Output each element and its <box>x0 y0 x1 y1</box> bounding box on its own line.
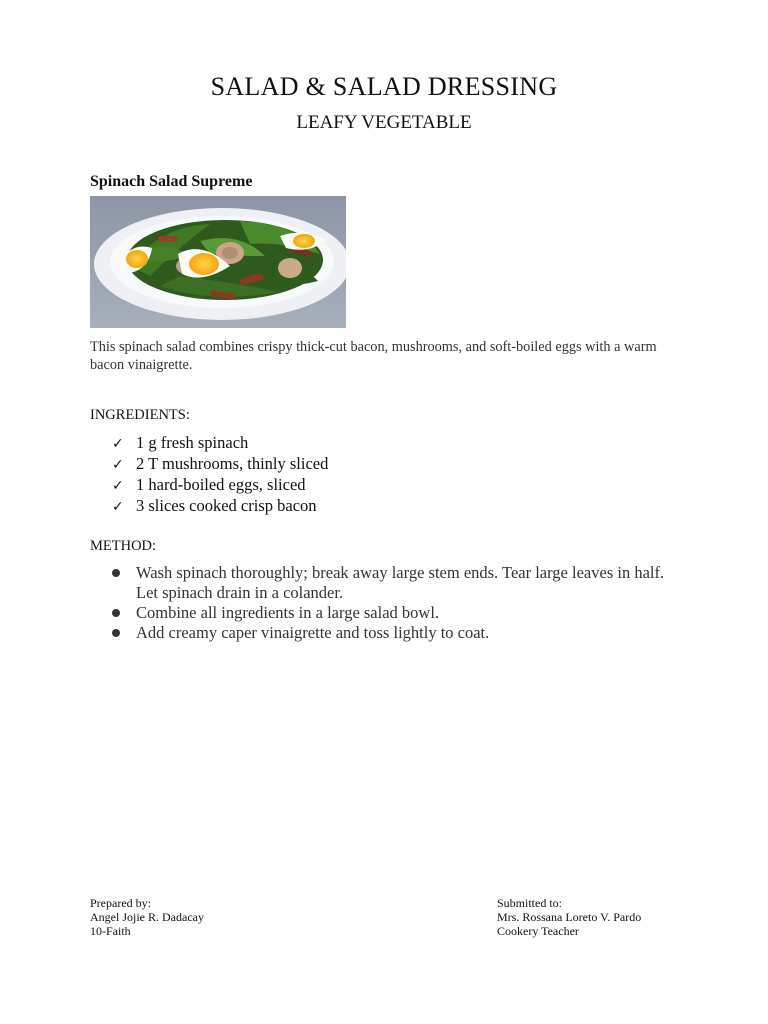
submitted-to-role: Cookery Teacher <box>497 924 579 938</box>
ingredient-item <box>112 496 328 517</box>
ingredient-text: 2 T mushrooms, thinly sliced <box>136 454 329 473</box>
method-step <box>112 623 682 643</box>
ingredient-text: 3 slices cooked crisp bacon <box>136 496 317 515</box>
method-step <box>112 563 682 603</box>
bullet-icon <box>112 609 120 617</box>
ingredient-item <box>112 433 328 454</box>
ingredient-item <box>112 475 328 496</box>
ingredient-text: 1 g fresh spinach <box>136 433 249 452</box>
bullet-icon <box>112 569 120 577</box>
prepared-by-block <box>90 896 204 938</box>
method-step-text: Combine all ingredients in a large salad bowl. <box>136 603 440 622</box>
method-step-text: Wash spinach thoroughly; break away large stem ends. Tear large leaves in half. Let spinach drain in a colander. <box>136 563 665 602</box>
check-icon: ✓ <box>112 499 124 515</box>
submitted-to-name: Mrs. Rossana Loreto V. Pardo <box>497 910 642 924</box>
ingredient-item <box>112 454 328 475</box>
ingredients-heading: INGREDIENTS: <box>90 407 190 423</box>
ingredient-text: 1 hard-boiled eggs, sliced <box>136 475 306 494</box>
prepared-by-section: 10-Faith <box>90 924 131 938</box>
submitted-to-block <box>497 896 641 938</box>
bullet-icon <box>112 629 120 637</box>
salad-photo <box>90 196 346 328</box>
document-title: SALAD & SALAD DRESSING <box>210 72 558 101</box>
ingredients-list <box>112 433 328 517</box>
document-subtitle: LEAFY VEGETABLE <box>296 112 472 133</box>
check-icon: ✓ <box>112 436 124 452</box>
method-list <box>112 563 682 643</box>
check-icon: ✓ <box>112 478 124 494</box>
method-step-text: Add creamy caper vinaigrette and toss lightly to coat. <box>136 623 490 642</box>
prepared-by-name: Angel Jojie R. Dadacay <box>90 910 204 924</box>
recipe-name: Spinach Salad Supreme <box>90 173 253 190</box>
recipe-description: This spinach salad combines crispy thick-cut bacon, mushrooms, and soft-boiled eggs with a warm bacon vinaigrette. <box>90 339 657 373</box>
submitted-to-label: Submitted to: <box>497 896 563 910</box>
check-icon: ✓ <box>112 457 124 473</box>
prepared-by-label: Prepared by: <box>90 896 151 910</box>
method-heading: METHOD: <box>90 538 157 554</box>
method-step <box>112 603 682 623</box>
